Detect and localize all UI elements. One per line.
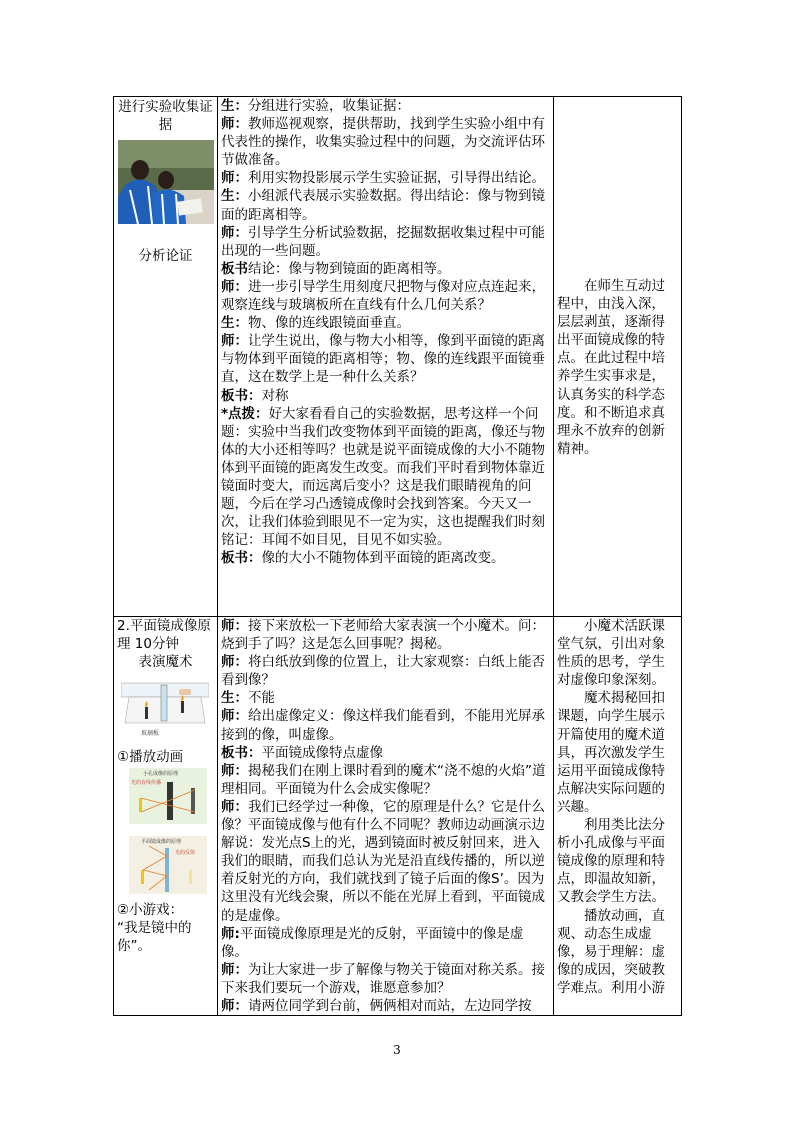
speaker-label: 生： (221, 188, 248, 205)
page-number: 3 (393, 1043, 401, 1057)
speaker-label: 板书： (221, 744, 262, 761)
speaker-label: 师： (221, 116, 248, 133)
speaker-label: 师: (221, 925, 240, 942)
row2-activity-cell (218, 617, 554, 1016)
activity-paragraph (221, 187, 550, 223)
paragraph-text: 不能 (248, 690, 275, 707)
paragraph-text: 结论：像与物到镜面的距离相等。 (248, 260, 451, 277)
activity-paragraph (221, 744, 550, 762)
activity-paragraph (221, 549, 550, 567)
activity-paragraph (221, 97, 550, 115)
paragraph-text: 接下来放松一下老师给大家表演一个小魔术。问：烧到手了吗？这是怎么回事呢？揭秘。 (221, 618, 545, 653)
paragraph-text: 平面镜成像原理是光的反射，平面镜中的像是虚像。 (221, 925, 524, 960)
speaker-label: *点拨： (221, 405, 269, 422)
speaker-label: 板书： (221, 387, 262, 404)
table-row (114, 617, 682, 1016)
row1-stage-cell (114, 97, 218, 617)
light-line-caption: 光的直线传播 (131, 780, 162, 787)
activity-paragraph (221, 707, 550, 743)
pinhole-animation-thumbnail (129, 768, 214, 829)
paragraph-text: 像的大小不随物体到平面镜的距离改变。 (261, 550, 505, 567)
design-intent-animation: 播放动画，直观、动态生成虚像，易于理解：虚像的成因，突破教学难点。利用小游 (557, 907, 665, 996)
activity-paragraph (221, 689, 550, 707)
svg-text:玻璃板: 玻璃板 (141, 730, 160, 738)
speaker-label: 师： (221, 278, 248, 295)
speaker-label: 师： (221, 170, 248, 187)
speaker-label: 生： (221, 98, 248, 114)
paragraph-text: 为让大家进一步了解像与物关于镜面对称关系。接下来我们要玩一个游戏，谁愿意参加？ (221, 961, 545, 996)
activity-paragraph (221, 762, 550, 798)
paragraph-text: 分组进行实验，收集证据： (248, 98, 410, 114)
reflection-caption: 光的反射 (175, 849, 196, 856)
activity-paragraph (221, 925, 550, 961)
paragraph-text: 给出虚像定义：像这样我们能看到，不能用光屏承接到的像，叫虚像。 (221, 708, 545, 743)
paragraph-text: 请两位同学到台前，俩俩相对而站，左边同学按 (248, 997, 532, 1014)
activity-paragraph (221, 169, 550, 187)
paragraph-text: 揭秘我们在刚上课时看到的魔术“浇不熄的火焰”道理相同。平面镜为什么会成实像呢？ (221, 762, 546, 797)
activity-text (221, 97, 550, 567)
paragraph-text: 进一步引导学生用刻度尺把物与像对应点连起来，观察连线与玻璃板所在直线有什么几何关系？ (221, 278, 545, 314)
magic-show-label: 表演魔术 (138, 654, 193, 671)
activity-paragraph (221, 115, 550, 169)
activity-paragraph (221, 387, 550, 405)
magic-trick-illustration (121, 679, 214, 744)
speaker-label: 师： (221, 618, 248, 634)
paragraph-text: 平面镜成像特点虚像 (261, 744, 383, 761)
lesson-plan-table (113, 96, 682, 1016)
mirror-caption: 平面镜成像的原理 (141, 838, 182, 845)
mirror-game-label: ②小游戏： (117, 901, 184, 918)
activity-paragraph (221, 224, 550, 260)
speaker-label: 师： (221, 708, 248, 725)
row1-activity-cell (218, 97, 554, 617)
stage-title: 2.平面镜成像原理 10分钟 (117, 618, 211, 653)
section-label-analysis: 分析论证 (138, 248, 193, 265)
paragraph-text: 好大家看看自己的实验数据，思考这样一个问题：实验中当我们改变物体到平面镜的距离，像还与物体的大小还相等吗？也就是说平面镜成像的大小不随物体到平面镜的距离发生改变。而我们平时看到物体靠近镜面时变大，而远离后变小？这是我们眼睛视角的问题，今后在学习凸透镜成像时会找到答案。今天又一次，让我们体验到眼见不一定为实，这也提醒我们时刻铭记：耳闻不如目见，目见不如实验。 (221, 405, 545, 549)
activity-text (221, 617, 550, 1015)
design-intent-analogy: 利用类比法分析小孔成像与平面镜成像的原理和特点，即温故知新，又教会学生方法。 (557, 817, 665, 906)
speaker-label: 师： (221, 333, 248, 350)
activity-paragraph (221, 653, 550, 689)
speaker-label: 生： (221, 690, 248, 707)
paragraph-text: 对称 (261, 387, 289, 404)
paragraph-text: 将白纸放到像的位置上，让大家观察：白纸上能否看到像？ (221, 654, 545, 689)
pinhole-caption: 小孔成像的原理 (143, 771, 179, 778)
paragraph-text: 让学生说出，像与物大小相等，像到平面镜的距离与物体到平面镜的距离相等；物、像的连线跟平面镜垂直，这在数学上是一种什么关系？ (221, 333, 545, 386)
paragraph-text: 教师巡视观察，提供帮助，找到学生实验小组中有代表性的操作，收集实验过程中的问题，为交流评估环节做准备。 (221, 116, 545, 169)
paragraph-text: 利用实物投影展示学生实验证据，引导得出结论。 (248, 170, 545, 187)
activity-paragraph (221, 798, 550, 925)
student-experiment-photo (118, 140, 214, 224)
stage-title: 进行实验收集证据 (118, 99, 213, 134)
speaker-label: 生： (221, 315, 248, 332)
paragraph-text: 物、像的连线跟镜面垂直。 (248, 315, 410, 332)
speaker-label: 师： (221, 798, 248, 815)
activity-paragraph (221, 997, 550, 1015)
design-intent-text: 在师生互动过程中，由浅入深，层层剥茧，逐渐得出平面镜成像的特点。在此过程中培养学生实事求是，认真务实的科学态度。和不断追求真理永不放弃的创新精神。 (557, 278, 665, 457)
activity-paragraph (221, 961, 550, 997)
speaker-label: 师： (221, 961, 248, 978)
play-animation-label: ①播放动画 (117, 749, 184, 766)
paragraph-text: 我们已经学过一种像，它的原理是什么？它是什么像？平面镜成像与他有什么不同呢？教师边动画演示边解说：发光点S上的光，遇到镜面时被反射回来，进入我们的眼睛，而我们总认为光是沿直线传播的，所以逆着反射光的方向，我们就找到了镜子后面的像S’。因为这里没有光线会聚，所以不能在光屏上看到，平面镜成的是虚像。 (221, 798, 545, 924)
activity-paragraph (221, 405, 550, 550)
speaker-label: 师： (221, 997, 248, 1014)
activity-paragraph (221, 617, 550, 653)
paragraph-text: 小组派代表展示实验数据。得出结论：像与物到镜面的距离相等。 (221, 188, 545, 223)
row2-stage-cell (114, 617, 218, 1016)
speaker-label: 板书 (221, 260, 248, 277)
design-intent-reveal: 魔术揭秘回扣课题，向学生展示开篇使用的魔术道具，再次激发学生运用平面镜成像特点解决实际问题的兴趣。 (557, 690, 665, 815)
activity-paragraph (221, 314, 550, 332)
speaker-label: 板书： (221, 550, 262, 567)
speaker-label: 师： (221, 224, 248, 241)
activity-paragraph (221, 260, 550, 278)
row2-intent-cell (554, 617, 682, 1016)
mirror-animation-thumbnail (129, 836, 214, 899)
paragraph-text: 引导学生分析试验数据，挖掘数据收集过程中可能出现的一些问题。 (221, 224, 545, 259)
table-row (114, 97, 682, 617)
speaker-label: 师： (221, 762, 248, 779)
design-intent-magic: 小魔术活跃课堂气氛，引出对象性质的思考，学生对虚像印象深刻。 (557, 618, 665, 689)
mirror-game-title: “我是镜中的你”。 (117, 919, 192, 954)
row1-intent-cell (554, 97, 682, 617)
activity-paragraph (221, 332, 550, 386)
activity-paragraph (221, 278, 550, 314)
speaker-label: 师： (221, 654, 248, 671)
